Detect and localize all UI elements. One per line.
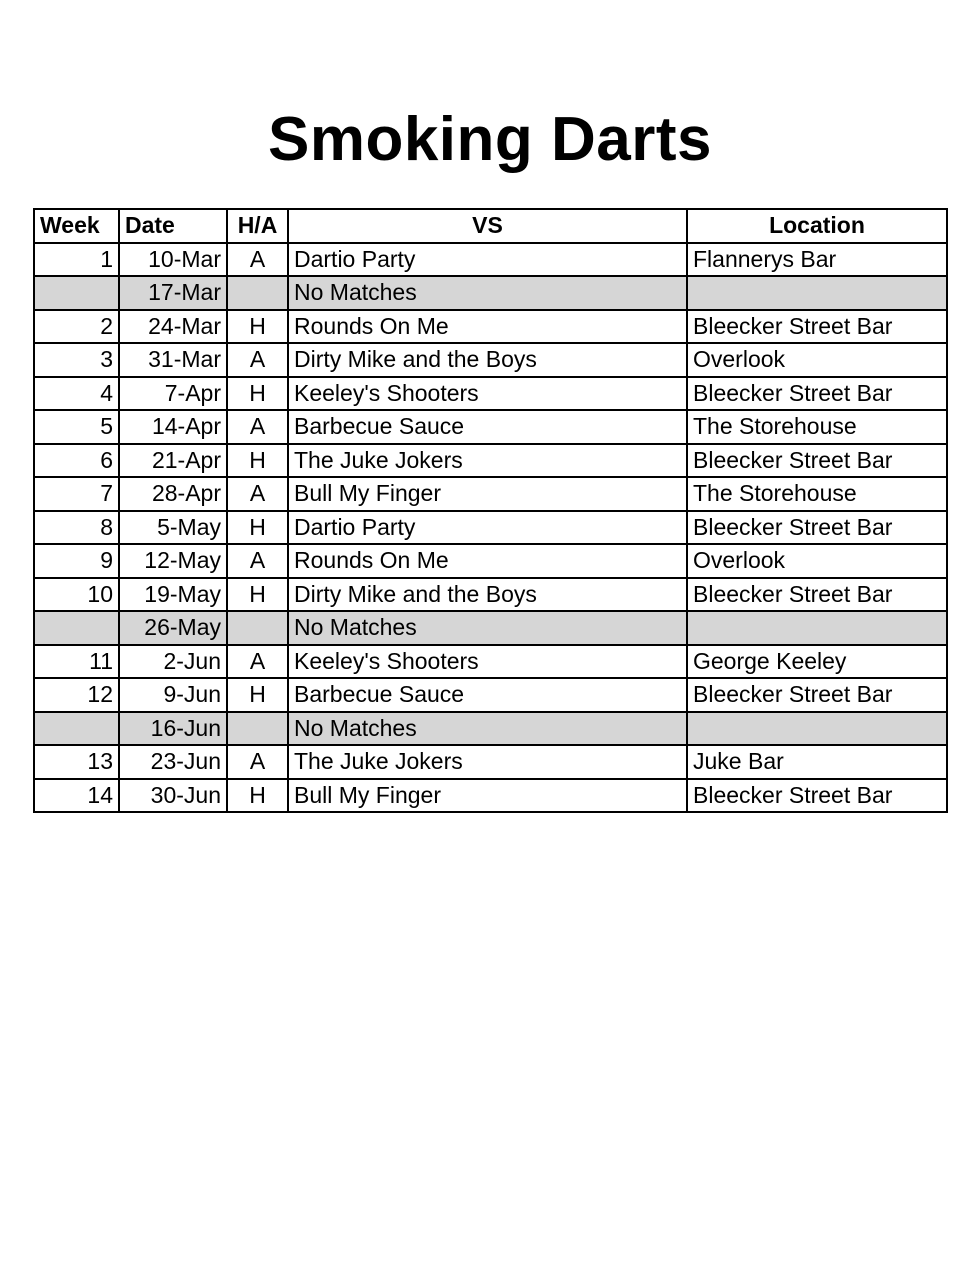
cell-date: 2-Jun — [119, 645, 227, 679]
cell-home-away: H — [227, 779, 288, 813]
cell-home-away: H — [227, 444, 288, 478]
cell-opponent: Keeley's Shooters — [288, 377, 687, 411]
cell-location: Bleecker Street Bar — [687, 578, 947, 612]
cell-home-away: H — [227, 578, 288, 612]
cell-week: 11 — [34, 645, 119, 679]
table-row — [34, 343, 947, 377]
cell-location — [687, 276, 947, 310]
table-row — [34, 779, 947, 813]
cell-date: 10-Mar — [119, 243, 227, 277]
table-row — [34, 377, 947, 411]
cell-date: 14-Apr — [119, 410, 227, 444]
cell-location: Bleecker Street Bar — [687, 779, 947, 813]
cell-location — [687, 712, 947, 746]
table-row — [34, 477, 947, 511]
cell-date: 24-Mar — [119, 310, 227, 344]
cell-location: Bleecker Street Bar — [687, 310, 947, 344]
table-row — [34, 410, 947, 444]
cell-date: 12-May — [119, 544, 227, 578]
table-row — [34, 243, 947, 277]
cell-location: Bleecker Street Bar — [687, 678, 947, 712]
cell-date: 31-Mar — [119, 343, 227, 377]
header-row — [34, 209, 947, 243]
schedule-body — [34, 243, 947, 813]
cell-home-away: A — [227, 410, 288, 444]
header-week: Week — [34, 209, 119, 243]
cell-home-away — [227, 611, 288, 645]
cell-location: Overlook — [687, 544, 947, 578]
cell-location: Overlook — [687, 343, 947, 377]
cell-opponent: Keeley's Shooters — [288, 645, 687, 679]
table-row — [34, 678, 947, 712]
cell-opponent: Rounds On Me — [288, 544, 687, 578]
page-title: Smoking Darts — [267, 105, 713, 174]
cell-week: 2 — [34, 310, 119, 344]
cell-week: 14 — [34, 779, 119, 813]
table-row-bye — [34, 712, 947, 746]
header-opponent: VS — [288, 209, 687, 243]
cell-date: 9-Jun — [119, 678, 227, 712]
cell-week — [34, 712, 119, 746]
cell-opponent: The Juke Jokers — [288, 745, 687, 779]
cell-home-away — [227, 712, 288, 746]
cell-home-away: A — [227, 544, 288, 578]
cell-location: Bleecker Street Bar — [687, 511, 947, 545]
table-row — [34, 745, 947, 779]
cell-week: 6 — [34, 444, 119, 478]
table-row — [34, 444, 947, 478]
cell-home-away: H — [227, 310, 288, 344]
cell-home-away: H — [227, 377, 288, 411]
cell-home-away: A — [227, 645, 288, 679]
cell-location: The Storehouse — [687, 477, 947, 511]
cell-week: 10 — [34, 578, 119, 612]
cell-home-away: H — [227, 678, 288, 712]
schedule-table — [33, 208, 948, 813]
cell-week: 13 — [34, 745, 119, 779]
cell-date: 26-May — [119, 611, 227, 645]
cell-opponent: Dartio Party — [288, 511, 687, 545]
cell-week: 12 — [34, 678, 119, 712]
cell-date: 19-May — [119, 578, 227, 612]
cell-date: 30-Jun — [119, 779, 227, 813]
cell-home-away: A — [227, 343, 288, 377]
cell-home-away: H — [227, 511, 288, 545]
table-row — [34, 578, 947, 612]
cell-opponent: No Matches — [288, 712, 687, 746]
cell-location: Flannerys Bar — [687, 243, 947, 277]
cell-date: 16-Jun — [119, 712, 227, 746]
cell-week: 1 — [34, 243, 119, 277]
cell-date: 7-Apr — [119, 377, 227, 411]
cell-week: 4 — [34, 377, 119, 411]
cell-week — [34, 611, 119, 645]
cell-location — [687, 611, 947, 645]
cell-home-away: A — [227, 243, 288, 277]
cell-opponent: Dirty Mike and the Boys — [288, 578, 687, 612]
cell-location: The Storehouse — [687, 410, 947, 444]
cell-opponent: The Juke Jokers — [288, 444, 687, 478]
cell-opponent: Rounds On Me — [288, 310, 687, 344]
cell-location: Bleecker Street Bar — [687, 377, 947, 411]
cell-week: 7 — [34, 477, 119, 511]
table-row-bye — [34, 276, 947, 310]
table-row — [34, 310, 947, 344]
header-location: Location — [687, 209, 947, 243]
header-date: Date — [119, 209, 227, 243]
cell-week: 3 — [34, 343, 119, 377]
cell-opponent: Bull My Finger — [288, 477, 687, 511]
table-row — [34, 511, 947, 545]
cell-date: 5-May — [119, 511, 227, 545]
cell-date: 17-Mar — [119, 276, 227, 310]
cell-location: Bleecker Street Bar — [687, 444, 947, 478]
cell-week — [34, 276, 119, 310]
cell-opponent: Dirty Mike and the Boys — [288, 343, 687, 377]
cell-date: 28-Apr — [119, 477, 227, 511]
cell-week: 5 — [34, 410, 119, 444]
cell-opponent: Barbecue Sauce — [288, 410, 687, 444]
cell-date: 21-Apr — [119, 444, 227, 478]
table-row — [34, 544, 947, 578]
cell-home-away: A — [227, 745, 288, 779]
cell-location: Juke Bar — [687, 745, 947, 779]
table-row — [34, 645, 947, 679]
cell-week: 8 — [34, 511, 119, 545]
cell-opponent: Bull My Finger — [288, 779, 687, 813]
cell-week: 9 — [34, 544, 119, 578]
cell-opponent: No Matches — [288, 276, 687, 310]
cell-opponent: Barbecue Sauce — [288, 678, 687, 712]
table-row-bye — [34, 611, 947, 645]
cell-opponent: Dartio Party — [288, 243, 687, 277]
cell-home-away: A — [227, 477, 288, 511]
cell-opponent: No Matches — [288, 611, 687, 645]
header-home-away: H/A — [227, 209, 288, 243]
cell-location: George Keeley — [687, 645, 947, 679]
cell-date: 23-Jun — [119, 745, 227, 779]
cell-home-away — [227, 276, 288, 310]
